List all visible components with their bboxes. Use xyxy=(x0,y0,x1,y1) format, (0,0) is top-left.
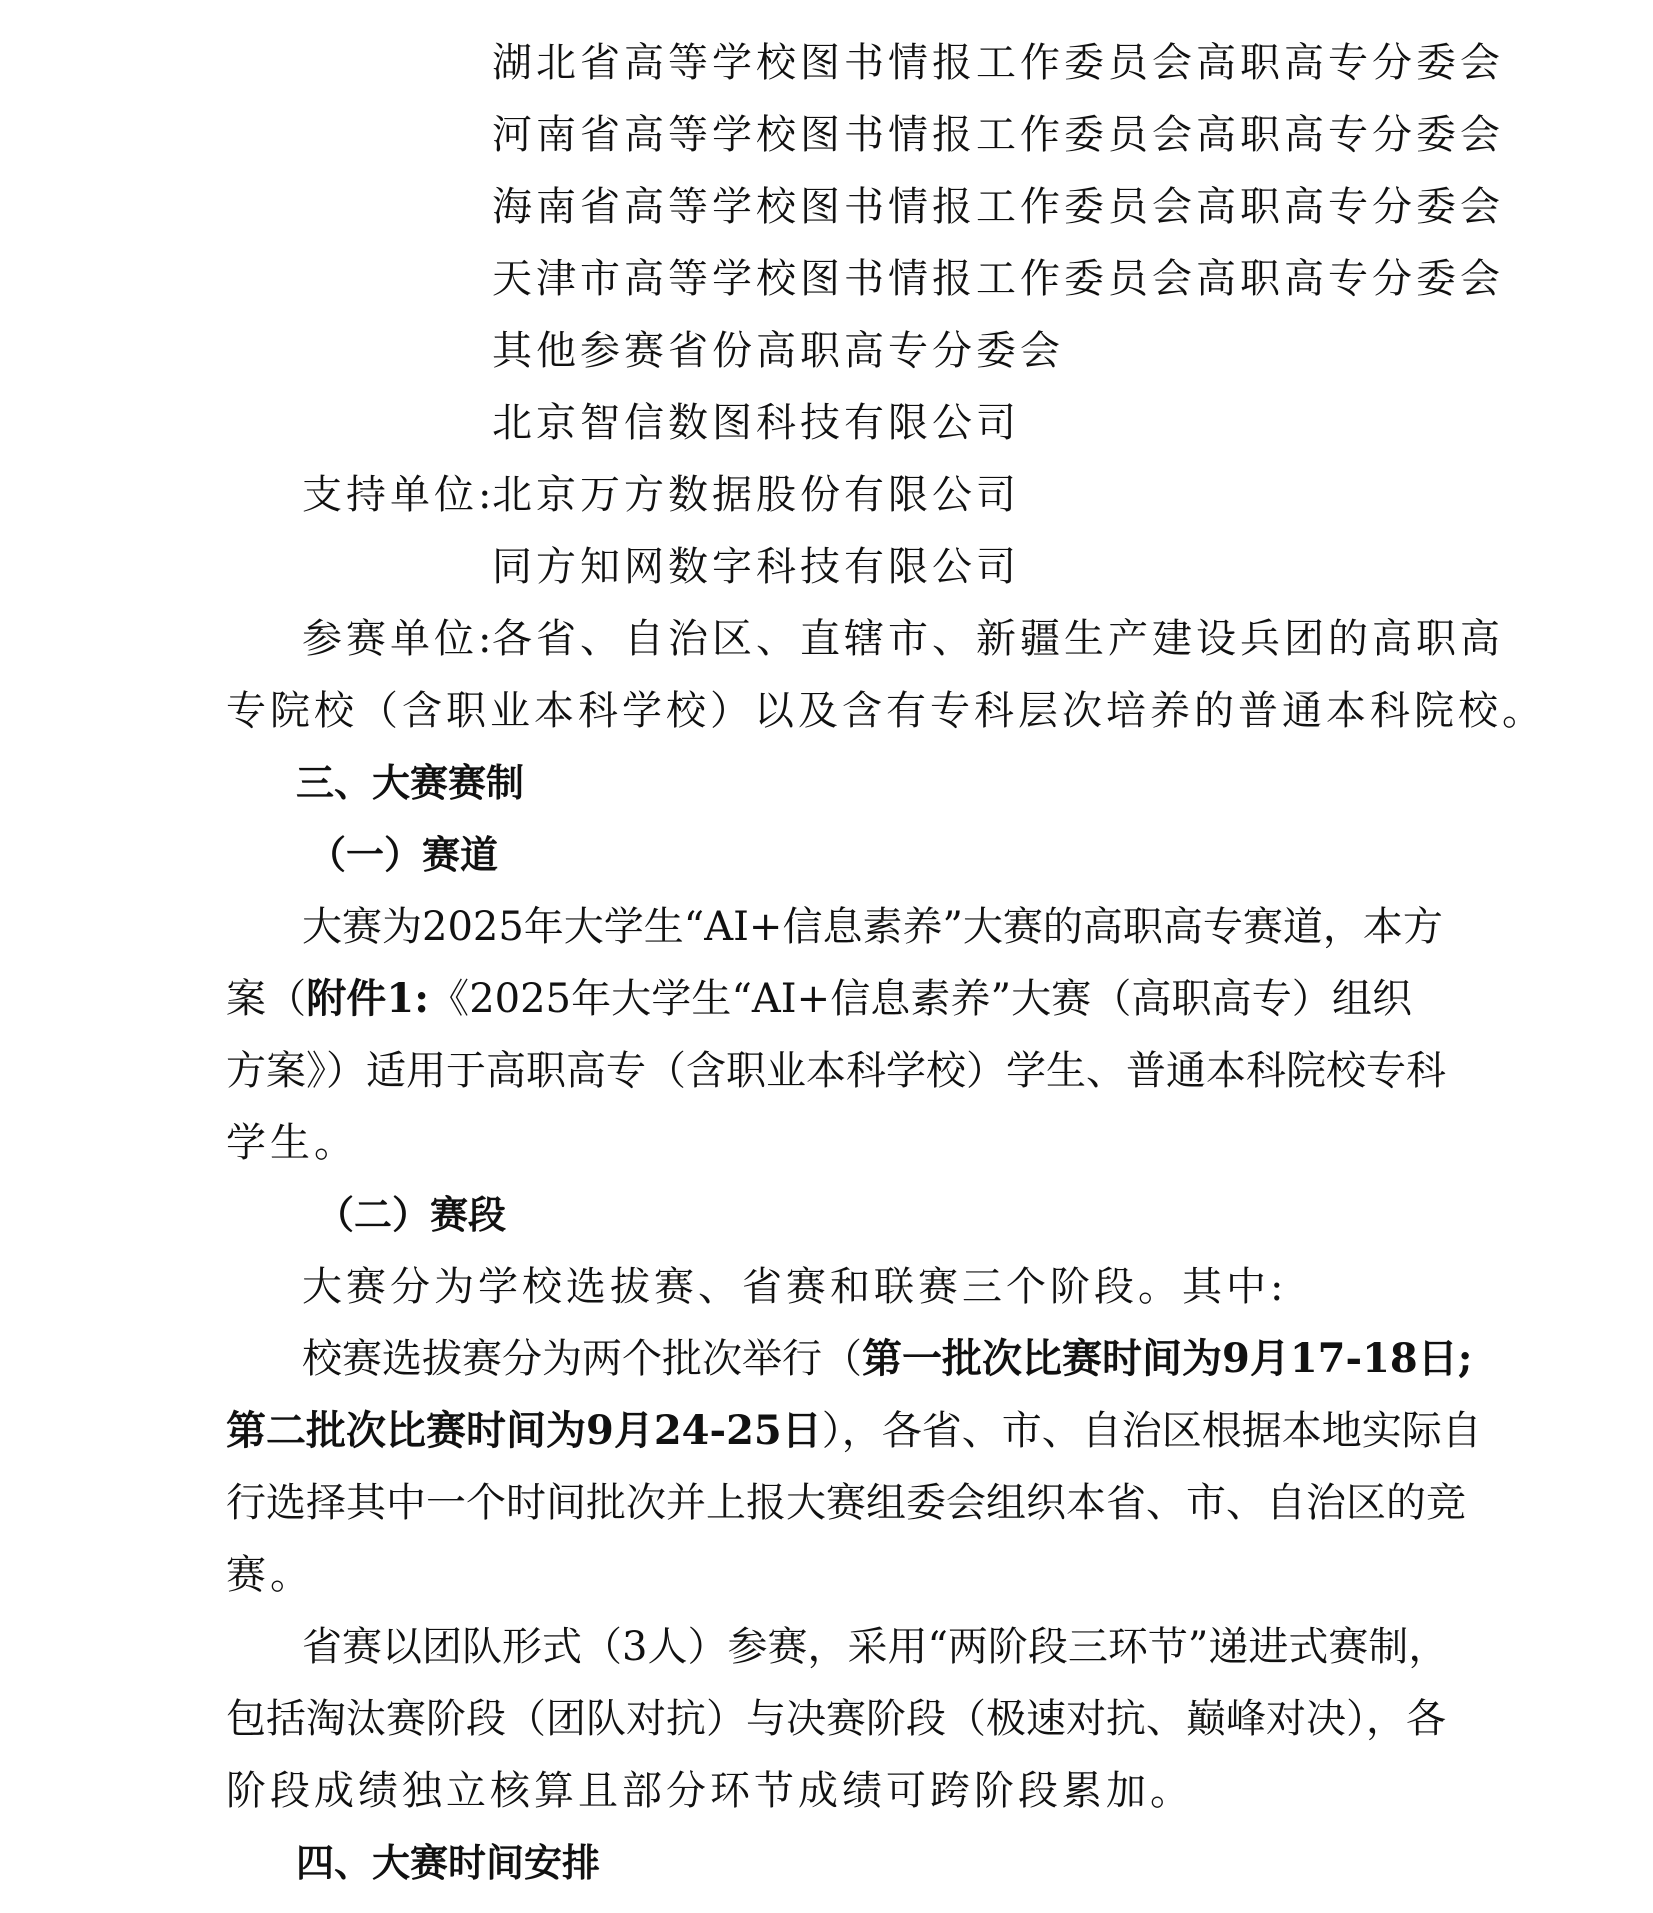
paragraph-line: 阶段成绩独立核算且部分环节成绩可跨阶段累加。 xyxy=(226,1768,1194,1814)
paragraph-line xyxy=(226,1401,1482,1461)
paragraph-line xyxy=(226,969,1412,1029)
support-label: 支持单位: xyxy=(302,472,496,518)
paragraph-line: 行选择其中一个时间批次并上报大赛组委会组织本省、市、自治区的竞 xyxy=(226,1480,1466,1526)
paragraph-line xyxy=(302,1329,1473,1389)
paragraph-line: 学生。 xyxy=(226,1120,358,1166)
support-item: 同方知网数字科技有限公司 xyxy=(492,544,1020,590)
organizer-line: 海南省高等学校图书情报工作委员会高职高专分委会 xyxy=(492,184,1504,230)
paragraph-line: 省赛以团队形式（3人）参赛，采用“两阶段三环节”递进式赛制， xyxy=(302,1624,1449,1670)
participants-label: 参赛单位: xyxy=(302,616,496,662)
organizer-line: 天津市高等学校图书情报工作委员会高职高专分委会 xyxy=(492,256,1504,302)
organizer-line: 北京智信数图科技有限公司 xyxy=(492,400,1020,446)
text-run: ），各省、市、自治区根据本地实际自 xyxy=(821,1408,1482,1454)
paragraph-line: 大赛分为学校选拔赛、省赛和联赛三个阶段。其中: xyxy=(302,1264,1288,1310)
paragraph-line: 包括淘汰赛阶段（团队对抗）与决赛阶段（极速对抗、巅峰对决），各 xyxy=(226,1696,1446,1742)
subsection-heading: （一）赛道 xyxy=(308,832,499,877)
schedule-batch-2: 第二批次比赛时间为9月24-25日 xyxy=(226,1407,822,1454)
text-run: 案（ xyxy=(226,976,307,1022)
organizer-line: 河南省高等学校图书情报工作委员会高职高专分委会 xyxy=(492,112,1504,158)
paragraph-line: 赛。 xyxy=(226,1552,314,1598)
text-run: 《2025年大学生“AI+信息素养”大赛（高职高专）组织 xyxy=(429,976,1413,1022)
participants-text: 专院校（含职业本科学校）以及含有专科层次培养的普通本科院校。 xyxy=(226,688,1546,734)
subsection-heading: （二）赛段 xyxy=(316,1192,507,1237)
support-item: 北京万方数据股份有限公司 xyxy=(492,472,1020,518)
section-heading: 三、大赛赛制 xyxy=(296,760,525,805)
paragraph-line: 方案》）适用于高职高专（含职业本科学校）学生、普通本科院校专科 xyxy=(226,1048,1446,1094)
participants-text: 各省、自治区、直辖市、新疆生产建设兵团的高职高 xyxy=(492,616,1504,662)
paragraph-line: 大赛为2025年大学生“AI+信息素养”大赛的高职高专赛道，本方 xyxy=(302,904,1443,950)
schedule-batch-1: 第一批次比赛时间为9月17-18日; xyxy=(862,1335,1473,1382)
organizer-line: 其他参赛省份高职高专分委会 xyxy=(492,328,1064,374)
attachment-label: 附件1: xyxy=(306,975,429,1022)
section-heading: 四、大赛时间安排 xyxy=(296,1840,601,1885)
organizer-line: 湖北省高等学校图书情报工作委员会高职高专分委会 xyxy=(492,40,1504,86)
text-run: 校赛选拔赛分为两个批次举行（ xyxy=(302,1336,862,1382)
